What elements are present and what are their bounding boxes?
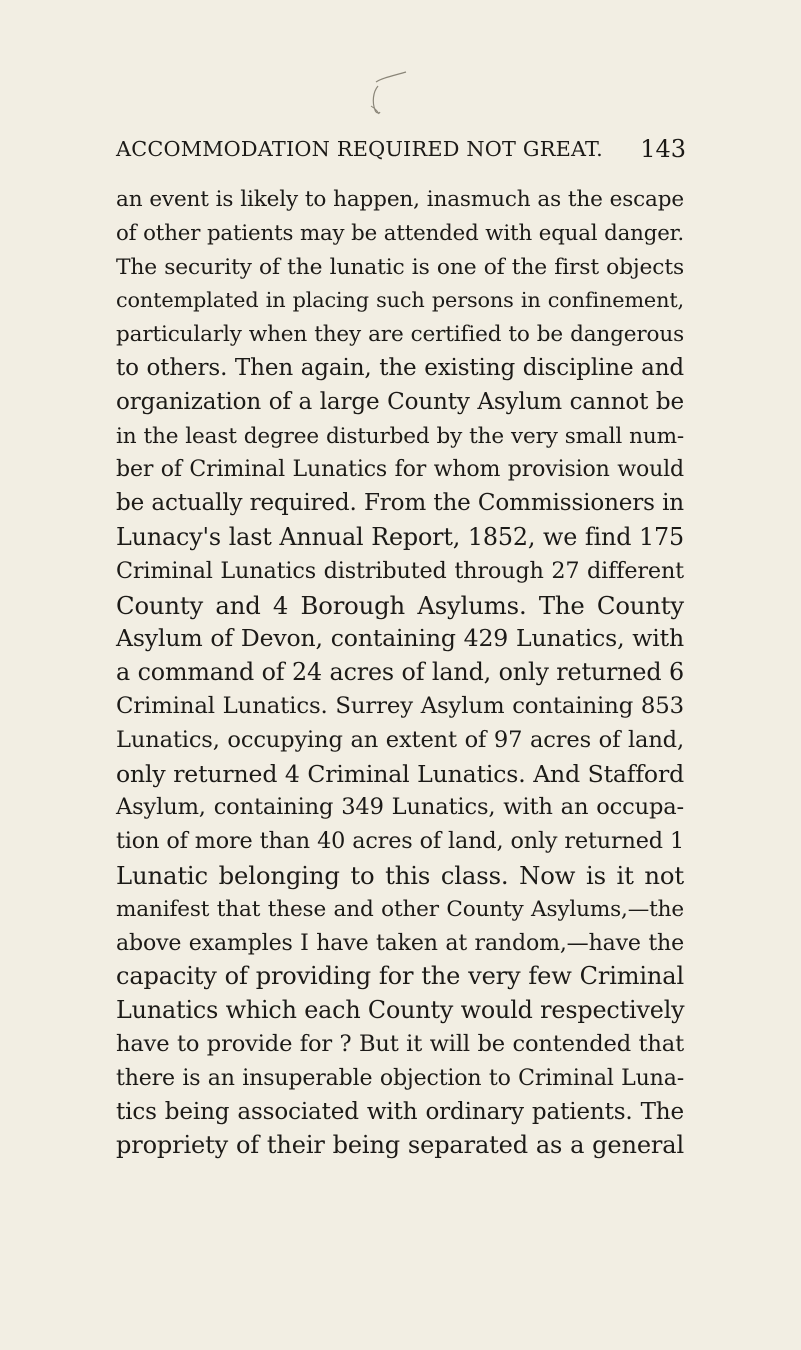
text-line: be actually required. From the Commissioners in bbox=[116, 490, 684, 517]
text-line: Asylum, containing 349 Lunatics, with an occupa- bbox=[116, 794, 684, 821]
running-head bbox=[116, 137, 686, 171]
text-line: Lunatics, occupying an extent of 97 acres of land, bbox=[116, 726, 684, 753]
text-line: Criminal Lunatics distributed through 27 different bbox=[116, 557, 684, 584]
text-line: Lunatic belonging to this class. Now is it not bbox=[116, 860, 684, 890]
text-line: an event is likely to happen, inasmuch as the escape bbox=[116, 187, 684, 212]
text-line: tics being associated with ordinary patients. The bbox=[116, 1098, 684, 1125]
text-line: capacity of providing for the very few Criminal bbox=[116, 962, 684, 991]
text-line: a command of 24 acres of land, only returned 6 bbox=[116, 658, 684, 687]
running-head-title: ACCOMMODATION REQUIRED NOT GREAT. bbox=[116, 137, 603, 161]
body-text bbox=[116, 183, 684, 1163]
text-line: Lunacy's last Annual Report, 1852, we find 175 bbox=[116, 522, 684, 551]
text-line: Asylum of Devon, containing 429 Lunatics, with bbox=[116, 624, 684, 653]
text-line: in the least degree disturbed by the very small num- bbox=[116, 423, 684, 449]
text-line: ber of Criminal Lunatics for whom provision would bbox=[116, 457, 684, 483]
text-line: tion of more than 40 acres of land, only returned 1 bbox=[116, 828, 684, 855]
text-line: to others. Then again, the existing discipline and bbox=[116, 354, 684, 381]
text-line: County and 4 Borough Asylums. The County bbox=[116, 590, 684, 620]
text-line: have to provide for ? But it will be contended that bbox=[116, 1030, 684, 1057]
text-line: contemplated in placing such persons in confinement, bbox=[116, 288, 684, 313]
text-line: particularly when they are certified to be dangerous bbox=[116, 322, 684, 348]
text-line: manifest that these and other County Asylums,—the bbox=[116, 896, 684, 922]
text-line: organization of a large County Asylum cannot be bbox=[116, 388, 684, 415]
text-line: there is an insuperable objection to Criminal Luna- bbox=[116, 1065, 684, 1091]
text-line: Criminal Lunatics. Surrey Asylum containing 853 bbox=[116, 692, 684, 719]
text-line: The security of the lunatic is one of the first objects bbox=[116, 254, 684, 280]
text-line: Lunatics which each County would respectively bbox=[116, 996, 685, 1025]
text-line: above examples I have taken at random,—have the bbox=[116, 930, 684, 956]
text-line: only returned 4 Criminal Lunatics. And Stafford bbox=[116, 759, 684, 788]
text-line: propriety of their being separated as a general bbox=[116, 1131, 684, 1160]
pencil-annotation-icon bbox=[362, 68, 408, 116]
page-number: 143 bbox=[640, 135, 686, 163]
text-line: of other patients may be attended with equal danger. bbox=[116, 220, 684, 246]
